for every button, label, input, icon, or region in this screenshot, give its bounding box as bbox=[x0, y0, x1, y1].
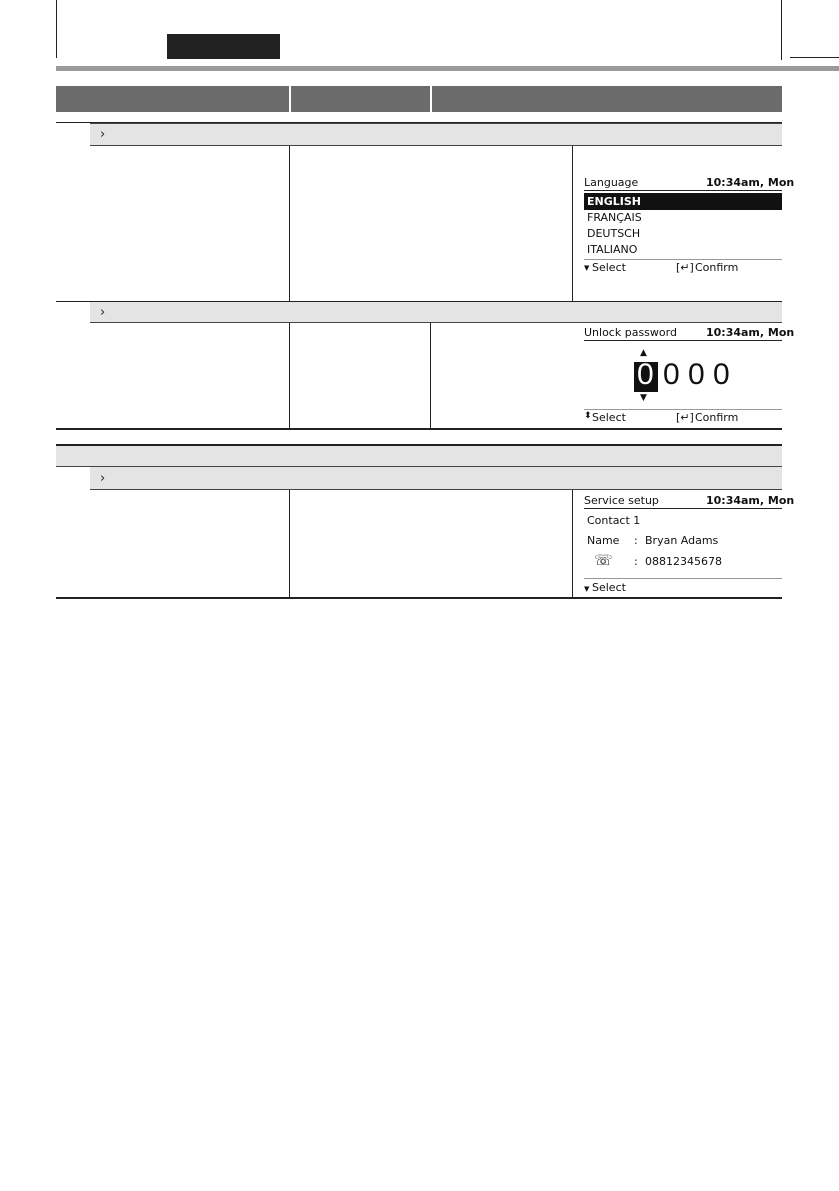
language-footer-rule bbox=[584, 259, 782, 260]
enter-key-icon: [↵] bbox=[676, 261, 694, 274]
language-screen bbox=[584, 174, 795, 276]
section-tab bbox=[167, 34, 280, 59]
unlock-digit-4[interactable]: 0 bbox=[713, 358, 730, 391]
row-3-divider-a bbox=[289, 490, 290, 598]
table-header bbox=[56, 86, 782, 112]
language-time: 10:34am, Mon bbox=[706, 176, 795, 189]
table-header-divider-1 bbox=[289, 86, 291, 112]
unlock-footer-confirm: Confirm bbox=[695, 411, 739, 424]
language-option-deutsch[interactable]: DEUTSCH bbox=[587, 227, 641, 240]
section-3-bottom-rule bbox=[56, 597, 782, 599]
language-option-italiano[interactable]: ITALIANO bbox=[587, 243, 638, 256]
chevron-right-icon: › bbox=[100, 127, 106, 142]
service-title-rule bbox=[584, 508, 782, 509]
up-arrow-icon: ▲ bbox=[640, 348, 647, 358]
phone-icon: ☏ bbox=[594, 551, 613, 569]
service-phone-sep: : bbox=[634, 555, 638, 568]
language-title-rule bbox=[584, 190, 782, 191]
unlock-time: 10:34am, Mon bbox=[706, 326, 795, 339]
language-title: Language bbox=[584, 176, 639, 189]
subsection-3-bar bbox=[90, 467, 782, 490]
subsection-1-bar bbox=[90, 123, 782, 146]
language-footer-select: Select bbox=[592, 261, 626, 274]
service-name-sep: : bbox=[634, 534, 638, 547]
table-header-divider-2 bbox=[430, 86, 432, 112]
unlock-digit-1[interactable]: 0 bbox=[637, 358, 654, 391]
row-1-divider-b bbox=[572, 146, 573, 302]
crop-mark-top-right bbox=[781, 0, 782, 60]
service-footer-select: Select bbox=[592, 581, 626, 594]
row-2-divider-b bbox=[430, 323, 431, 428]
enter-key-icon: [↵] bbox=[676, 411, 694, 424]
service-time: 10:34am, Mon bbox=[706, 494, 795, 507]
down-arrow-icon: ▼ bbox=[584, 585, 590, 593]
unlock-title-rule bbox=[584, 340, 782, 341]
service-title: Service setup bbox=[584, 494, 659, 507]
service-phone-value: 08812345678 bbox=[645, 555, 722, 568]
service-name-value: Bryan Adams bbox=[645, 534, 719, 547]
service-footer-rule bbox=[584, 578, 782, 579]
unlock-screen bbox=[584, 324, 795, 427]
section-3-bar bbox=[56, 446, 782, 467]
row-3-divider-b bbox=[572, 490, 573, 598]
chevron-right-icon: › bbox=[100, 471, 106, 486]
header-rule bbox=[56, 66, 839, 71]
row-1-divider-a bbox=[289, 146, 290, 302]
language-option-english[interactable]: ENGLISH bbox=[587, 195, 641, 208]
language-footer-confirm: Confirm bbox=[695, 261, 739, 274]
subsection-2-bar bbox=[90, 302, 782, 323]
service-name-label: Name bbox=[587, 534, 620, 547]
row-2-divider-a bbox=[289, 323, 290, 428]
section-2-bottom-rule bbox=[56, 428, 782, 430]
service-screen bbox=[584, 492, 795, 596]
unlock-footer-select: Select bbox=[592, 411, 626, 424]
crop-mark-right bbox=[790, 57, 839, 58]
crop-mark-top-left bbox=[56, 0, 57, 58]
unlock-digit-3[interactable]: 0 bbox=[688, 358, 705, 391]
unlock-title: Unlock password bbox=[584, 326, 677, 339]
chevron-right-icon: › bbox=[100, 305, 106, 320]
up-down-arrow-icon: ⬍ bbox=[584, 411, 592, 421]
down-arrow-icon: ▼ bbox=[640, 393, 647, 403]
language-option-francais[interactable]: FRANÇAIS bbox=[587, 211, 642, 224]
service-contact: Contact 1 bbox=[587, 514, 641, 527]
unlock-footer-rule bbox=[584, 409, 782, 410]
down-arrow-icon: ▼ bbox=[584, 264, 590, 272]
unlock-digit-2[interactable]: 0 bbox=[663, 358, 680, 391]
